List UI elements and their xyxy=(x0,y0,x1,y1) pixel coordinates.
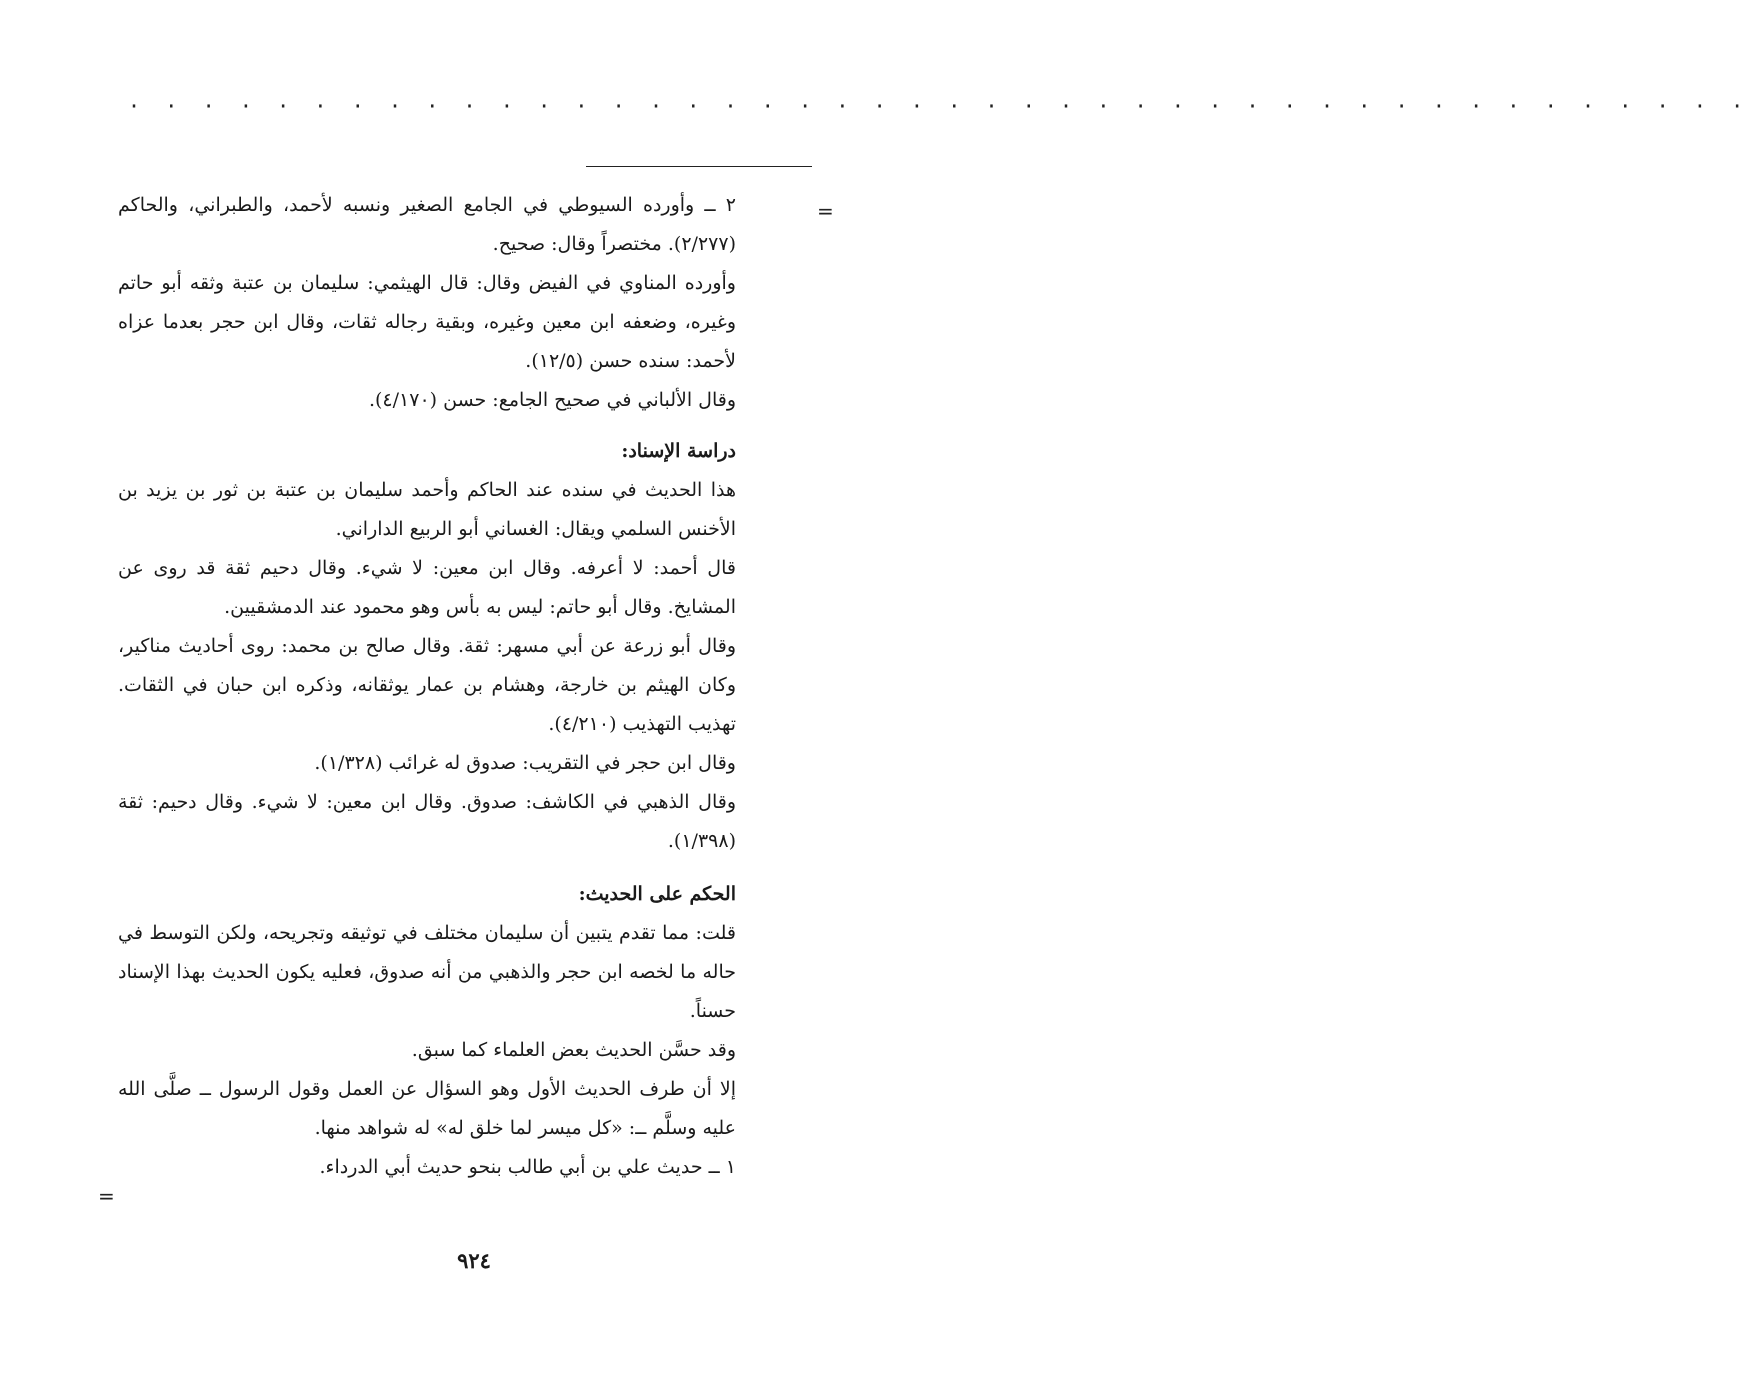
continuation-marker-top: = xyxy=(817,199,834,223)
page-body xyxy=(118,186,736,1187)
isnad-paragraph-4: وقال ابن حجر في التقريب: صدوق له غرائب (١/٣٢٨). xyxy=(314,752,736,774)
dotted-separator: · · · · · · · · · · · · · · · · · · · · · · · · · · · · · · · · · · · · · · · · · · · · xyxy=(128,94,1750,118)
ruling-paragraph-4: ١ ــ حديث علي بن أبي طالب بنحو حديث أبي الدرداء. xyxy=(319,1156,736,1178)
ruling-paragraph-3: إلا أن طرف الحديث الأول وهو السؤال عن العمل وقول الرسول ــ صلَّى الله عليه وسلَّم ــ: «كل ميسر لما خلق له» له شواهد منها. xyxy=(118,1078,736,1139)
page-number: ٩٢٤ xyxy=(457,1248,491,1273)
isnad-paragraph-3: وقال أبو زرعة عن أبي مسهر: ثقة. وقال صالح بن محمد: روى أحاديث مناكير، وكان الهيثم بن خارجة، وهشام بن عمار يوثقانه، وذكره ابن حبان في الثقات. تهذيب التهذيب (٤/٢١٠). xyxy=(118,635,736,735)
footnote-2: ٢ ــ وأورده السيوطي في الجامع الصغير ونسبه لأحمد، والطبراني، والحاكم (٢/٢٧٧). مختصراً وقال: صحيح. xyxy=(118,194,736,255)
footnote-munawi: وأورده المناوي في الفيض وقال: قال الهيثمي: سليمان بن عتبة وثقه أبو حاتم وغيره، وضعفه ابن معين وغيره، وبقية رجاله ثقات، وقال ابن حجر بعدما عزاه لأحمد: سنده حسن (١٢/٥). xyxy=(118,272,736,372)
ruling-paragraph-1: قلت: مما تقدم يتبين أن سليمان مختلف في توثيقه وتجريحه، ولكن التوسط في حاله ما لخصه ابن حجر والذهبي من أنه صدوق، فعليه يكون الحديث بهذا الإسناد حسناً. xyxy=(118,922,736,1022)
ruling-paragraph-2: وقد حسَّن الحديث بعض العلماء كما سبق. xyxy=(411,1039,736,1061)
footnote-albani: وقال الألباني في صحيح الجامع: حسن (٤/١٧٠). xyxy=(368,389,736,411)
footnote-rule xyxy=(586,166,812,167)
section-heading-ruling: الحكم على الحديث: xyxy=(578,883,736,905)
isnad-paragraph-2: قال أحمد: لا أعرفه. وقال ابن معين: لا شيء. وقال دحيم ثقة قد روى عن المشايخ. وقال أبو حاتم: ليس به بأس وهو محمود عند الدمشقيين. xyxy=(118,557,736,618)
isnad-paragraph-1: هذا الحديث في سنده عند الحاكم وأحمد سليمان بن عتبة بن ثور بن يزيد بن الأخنس السلمي ويقال: الغساني أبو الربيع الداراني. xyxy=(118,479,736,540)
continuation-marker-bottom: = xyxy=(98,1184,115,1208)
section-heading-isnad: دراسة الإسناد: xyxy=(621,440,736,462)
isnad-paragraph-5: وقال الذهبي في الكاشف: صدوق. وقال ابن معين: لا شيء. وقال دحيم: ثقة (١/٣٩٨). xyxy=(118,791,736,852)
